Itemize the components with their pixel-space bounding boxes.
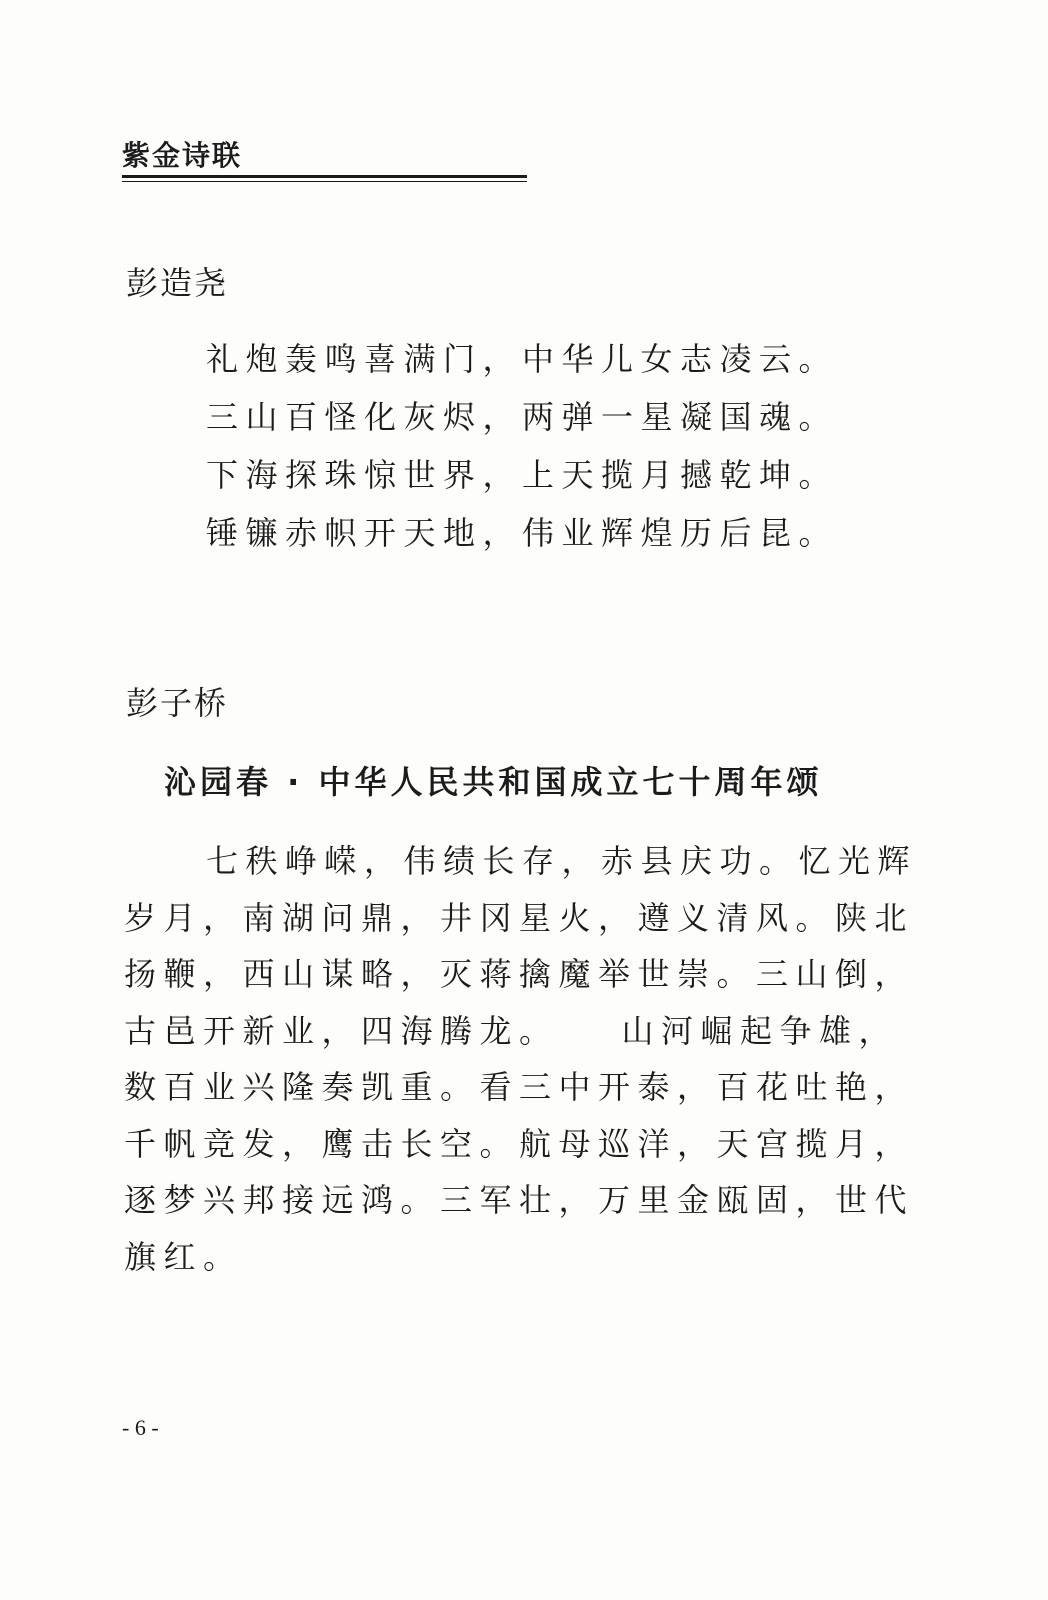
header-rule-thick [122, 175, 527, 178]
author-name-2: 彭子桥 [126, 684, 229, 722]
running-header [122, 136, 527, 184]
poem-line: 锤镰赤帜开天地，伟业辉煌历后昆。 [206, 514, 839, 552]
poem-title: 沁园春 · 中华人民共和国成立七十周年颂 [164, 763, 823, 801]
poem-line: 逐梦兴邦接远鸿。三军壮，万里金瓯固，世代 [124, 1181, 915, 1219]
poem-line: 七秩峥嵘，伟绩长存，赤县庆功。忆光辉 [206, 842, 918, 880]
poem-line: 古邑开新业，四海腾龙。 山河崛起争雄， [124, 1011, 899, 1050]
poem-line: 三山百怪化灰烬，两弹一星凝国魂。 [206, 398, 839, 436]
author-name-1: 彭造尧 [126, 264, 229, 302]
poem-line: 千帆竞发，鹰击长空。航母巡洋，天宫揽月， [124, 1124, 915, 1163]
poem-1 [206, 330, 838, 562]
poem-2 [124, 833, 924, 1285]
poem-line: 下海探珠惊世界，上天揽月撼乾坤。 [206, 456, 839, 494]
header-title: 紫金诗联 [122, 139, 243, 172]
poem-line: 礼炮轰鸣喜满门，中华儿女志凌云。 [206, 340, 839, 378]
header-rule-thin [122, 181, 527, 182]
page-number: - 6 - [122, 1415, 159, 1440]
poem-line: 岁月，南湖问鼎，井冈星火，遵义清风。陕北 [124, 898, 915, 937]
poem-line: 数百业兴隆奏凯重。看三中开泰，百花吐艳， [124, 1068, 915, 1106]
poem-line: 旗红。 [124, 1237, 243, 1276]
poem-line: 扬鞭，西山谋略，灭蒋擒魔举世崇。三山倒， [124, 955, 915, 993]
